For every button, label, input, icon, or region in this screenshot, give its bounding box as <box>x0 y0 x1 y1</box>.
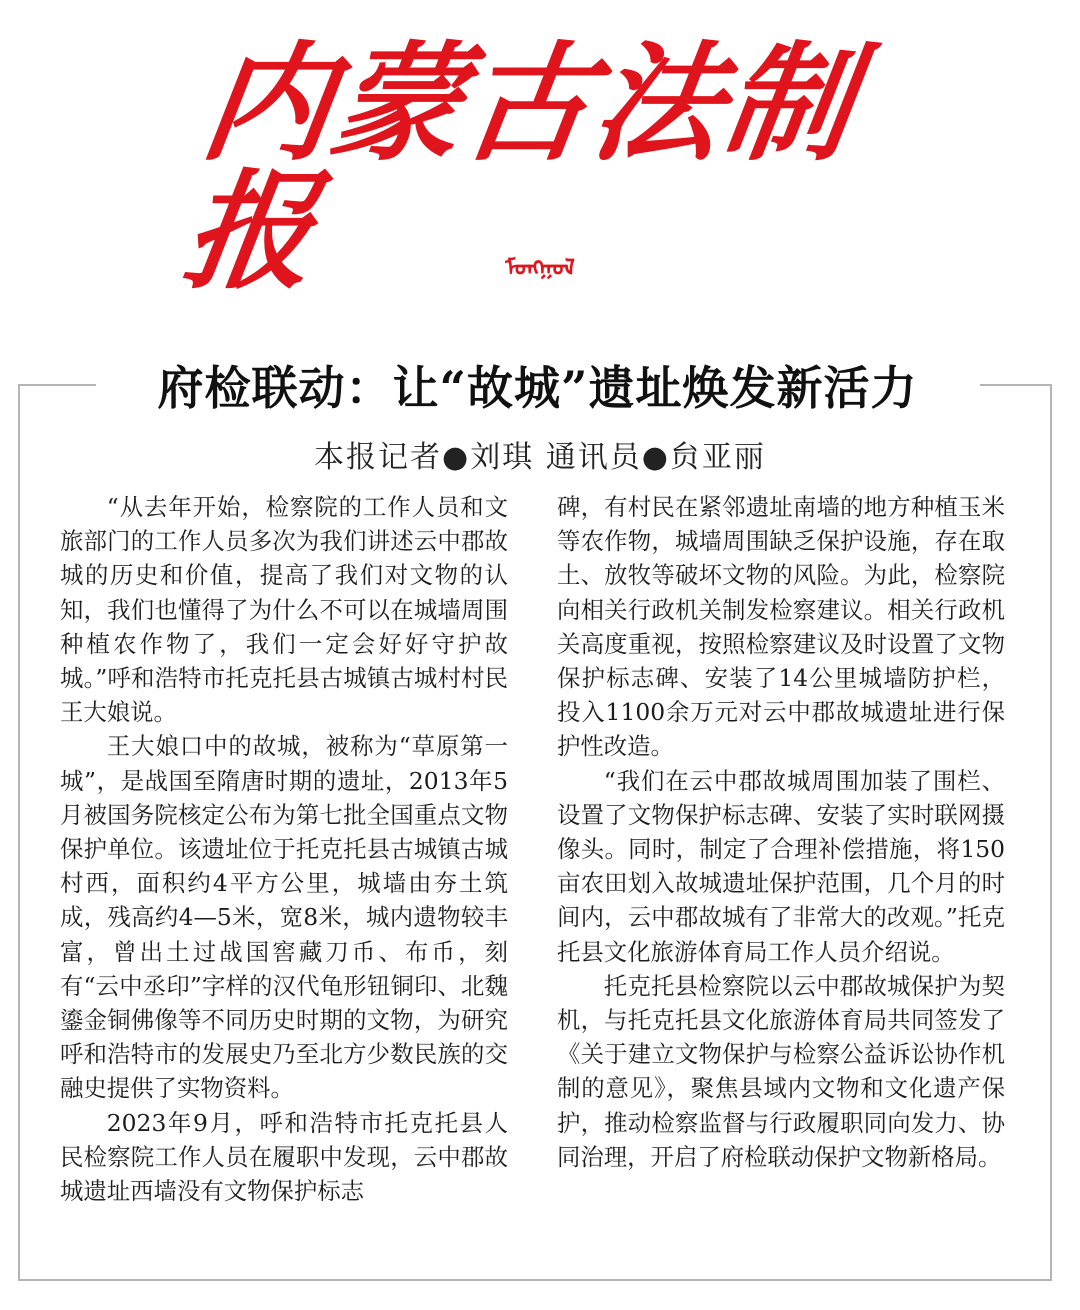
mongolian-script-logo <box>470 248 610 281</box>
article-column-left <box>60 490 508 1208</box>
paragraph: 托克托县检察院以云中郡故城保护为契机，与托克托县文化旅游体育局共同签发了《关于建立文物保护与检察公益诉讼协作机制的意见》，聚焦县域内文物和文化遗产保护，推动检察监督与行政履职同向发力、协同治理，开启了府检联动保护文物新格局。 <box>557 971 1005 1171</box>
paragraph: 王大娘口中的故城，被称为“草原第一城”，是战国至隋唐时期的遗址，2013年5月被国务院核定公布为第七批全国重点文物保护单位。该遗址位于托克托县古城镇古城村西，面积约4平方公里，城墙由夯土筑成，残高约4—5米，宽8米，城内遗物较丰富，曾出土过战国窖藏刀币、布币，刻有“云中丞印”字样的汉代龟形钮铜印、北魏鎏金铜佛像等不同历史时期的文物，为研究呼和浩特市的发展史乃至北方少数民族的交融史提供了实物资料。 <box>60 732 508 1103</box>
paragraph: 2023年9月，呼和浩特市托克托县人民检察院工作人员在履职中发现，云中郡故城遗址西墙没有文物保护标志 <box>60 1108 508 1206</box>
newspaper-logo-text: 内蒙古法制报 <box>175 29 865 307</box>
article-headline: 府检联动：让“故城”遗址焕发新活力 <box>157 361 918 415</box>
mongolian-script-text: ᠮᠣᠩᠭᠣᠯ <box>505 255 575 281</box>
article-column-right <box>557 490 1005 1174</box>
masthead <box>0 0 1080 340</box>
paragraph-continuation: 碑，有村民在紧邻遗址南墙的地方种植玉米等农作物，城墙周围缺乏保护设施，存在取土、放牧等破坏文物的风险。为此，检察院向相关行政机关制发检察建议。相关行政机关高度重视，按照检察建议及时设置了文物保护标志碑、安装了14公里城墙防护栏，投入1100余万元对云中郡故城遗址进行保护性改造。 <box>557 493 1005 761</box>
paragraph: “从去年开始，检察院的工作人员和文旅部门的工作人员多次为我们讲述云中郡故城的历史和价值，提高了我们对文物的认知，我们也懂得了为什么不可以在城墙周围种植农作物了，我们一定会好好守护故城。”呼和浩特市托克托县古城镇古城村村民王大娘说。 <box>60 493 508 727</box>
paragraph: “我们在云中郡故城周围加装了围栏、设置了文物保护标志碑、安装了实时联网摄像头。同时，制定了合理补偿措施，将150亩农田划入故城遗址保护范围，几个月的时间内，云中郡故城有了非常大的改观。”托克托县文化旅游体育局工作人员介绍说。 <box>557 766 1005 966</box>
article-byline: 本报记者●刘琪 通讯员●贠亚丽 <box>314 440 766 475</box>
